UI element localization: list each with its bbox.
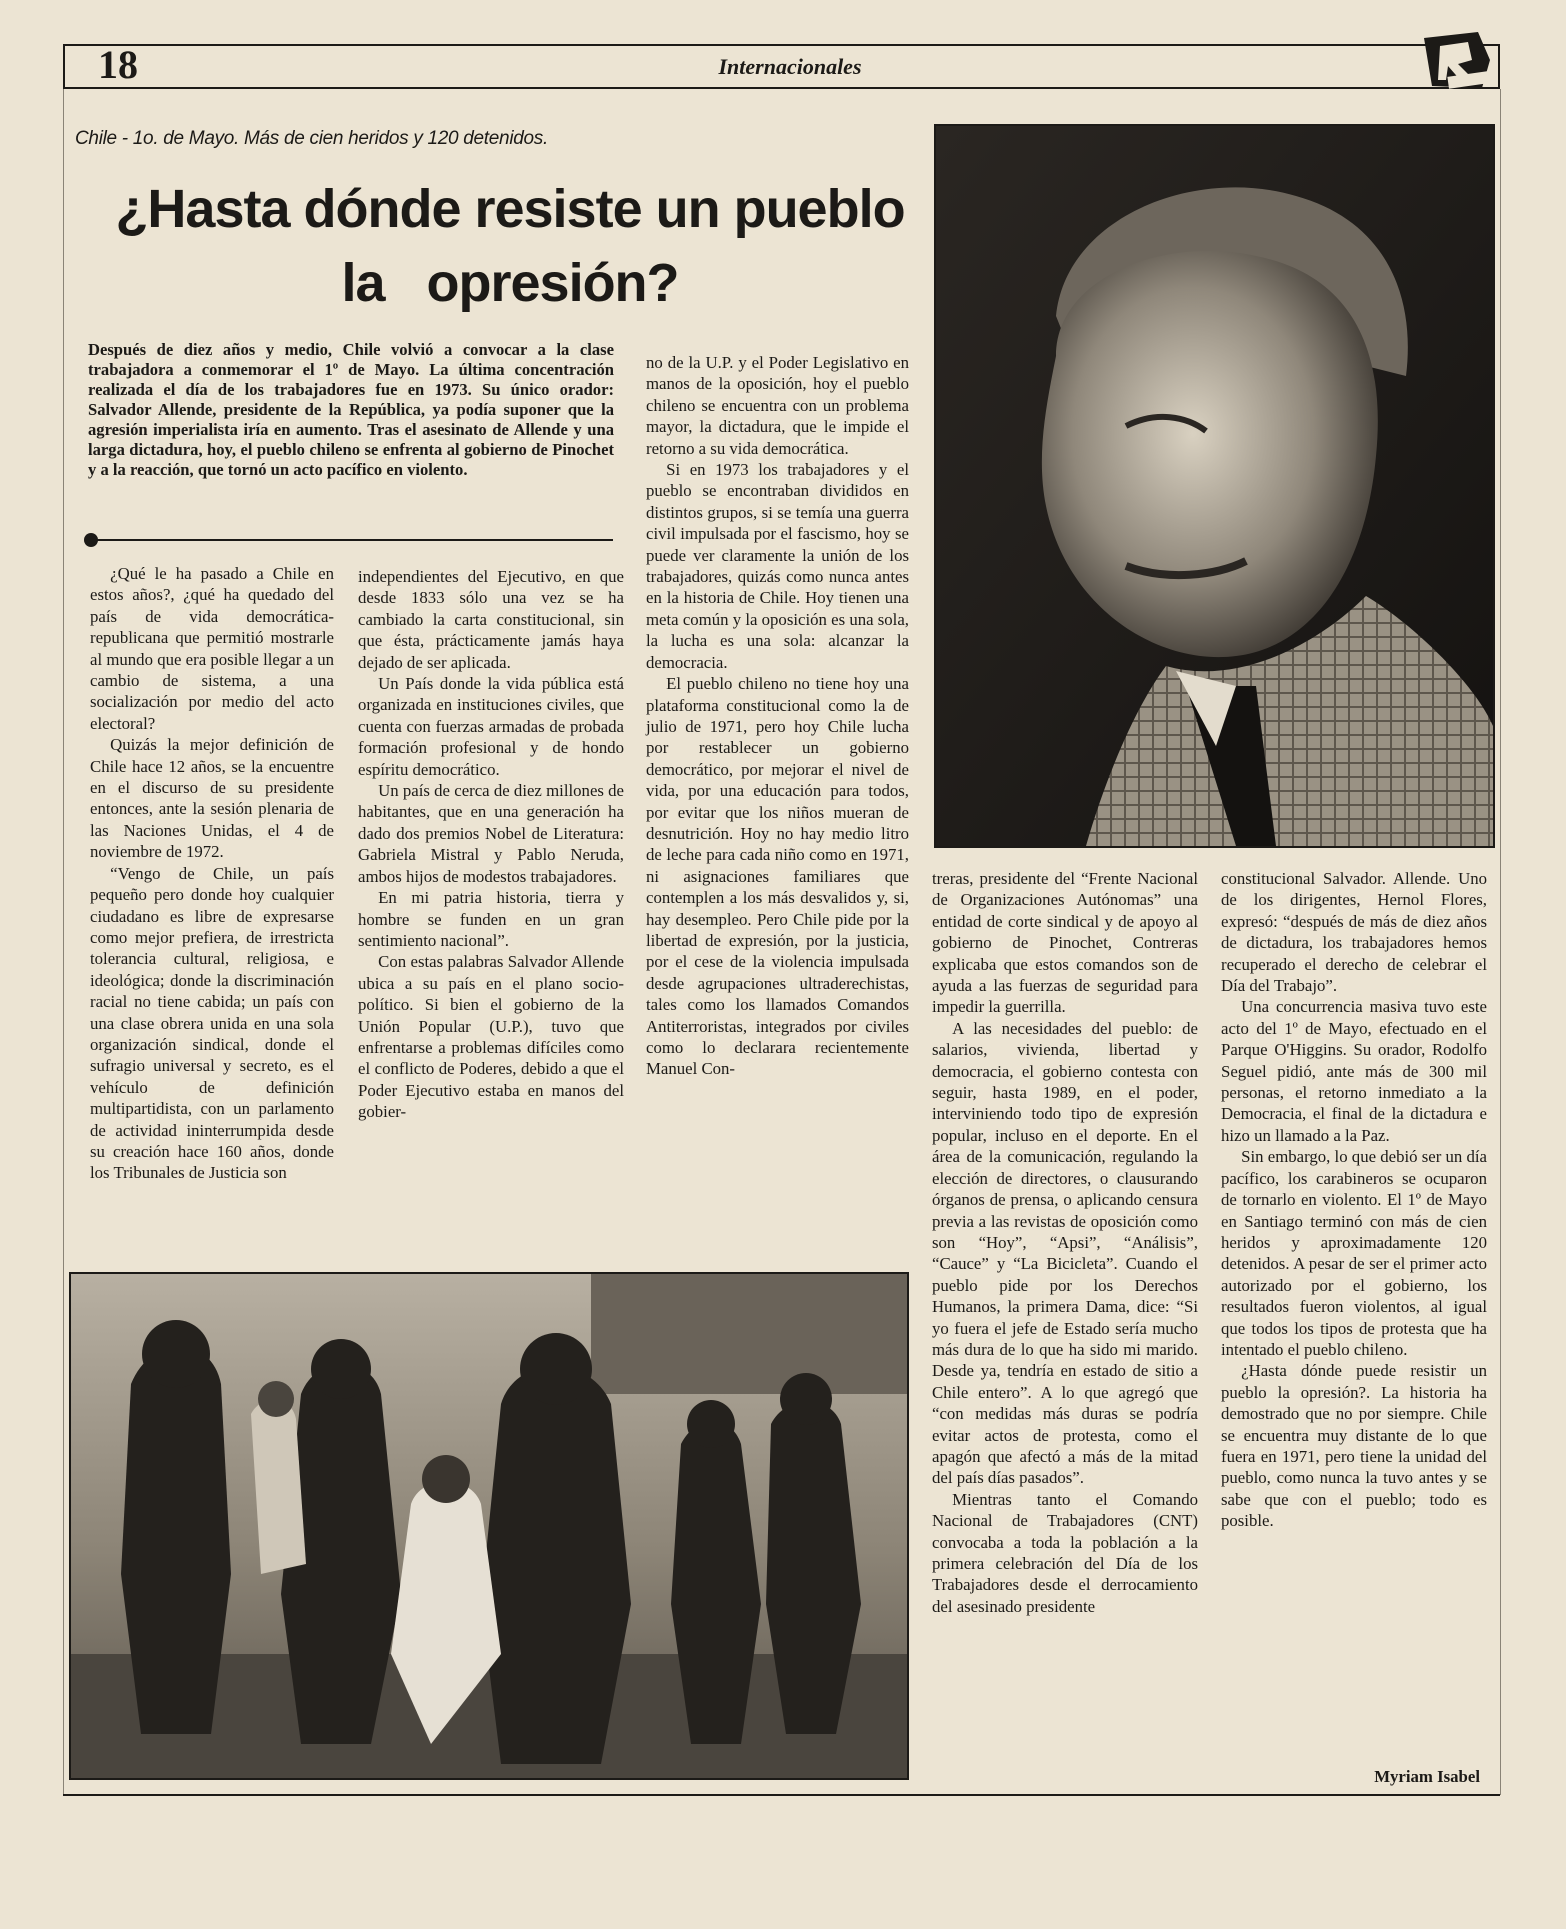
paragraph: “Vengo de Chile, un país pequeño pero donde hoy cualquier ciudadano es libre de expresarse como mejor prefiera, de irrestricta tolerancia cultural, religiosa, e ideológica; donde la discriminación racial no tiene cabida; un país con una clase obrera unida en una sola organización sindical, donde el sufragio universal y secreto, es el vehículo de definición multipartidista, con un parlamento de actividad ininterrumpida desde su creación hace 160 años, donde los Tribunales de Justicia son bbox=[90, 863, 334, 1183]
bottom-rule bbox=[63, 1794, 1500, 1796]
section-title: Internacionales bbox=[718, 54, 862, 79]
paragraph: Si en 1973 los trabajadores y el pueblo se encontraban divididos en distintos grupos, si se temía una guerra civil impulsada por el fascismo, hoy se puede ver claramente la unión de los trabajadores, quizás como nunca antes en la historia de Chile. Hoy tienen una meta común y la oposición es una sola, la lucha es una sola: alcanzar la democracia. bbox=[646, 460, 909, 672]
paragraph: En mi patria historia, tierra y hombre se funden en un gran sentimiento nacional”. bbox=[358, 888, 624, 950]
magazine-logo-icon bbox=[1418, 30, 1496, 92]
paragraph: El pueblo chileno no tiene hoy una plataforma constitucional como la de julio de 1971, pero hoy Chile lucha por restablecer un gobierno democrático, por mejorar el nivel de vida, por una educación para todos, por evitar que los niños mueran de desnutrición. Hoy no hay medio litro de leche para cada niño como en 1971, ni asignaciones familiares que contemplen a los más desvalidos y, si, hay desempleo. Pero Chile pide por la libertad de expresión, por la justicia, por el cese de la violencia impulsada desde agrupaciones ultraderechistas, tales como los llamados Comandos Antiterroristas, integrados por civiles como lo declarara recientemente Manuel Con- bbox=[646, 674, 909, 1079]
portrait-photo bbox=[934, 124, 1495, 848]
paragraph: Una concurrencia masiva tuvo este acto del 1º de Mayo, efectuado en el Parque O'Higgins. Su orador, Rodolfo Seguel pidió, ante más de 300 mil personas, el retorno inmediato a la Democracia, el final de la dictadura e hizo un llamado a la Paz. bbox=[1221, 997, 1487, 1145]
body-column-4 bbox=[932, 868, 1198, 1617]
paragraph: Un País donde la vida pública está organizada en instituciones civiles, que cuenta con fuerzas armadas de probada formación profesional y de hondo espíritu democrático. bbox=[358, 674, 624, 779]
paragraph: Quizás la mejor definición de Chile hace 12 años, se la encuentre en el discurso de su presidente entonces, ante la sesión plenaria de las Naciones Unidas, el 4 de noviembre de 1972. bbox=[90, 735, 334, 862]
article-kicker: Chile - 1o. de Mayo. Más de cien heridos y 120 detenidos. bbox=[75, 128, 548, 149]
lead-rule bbox=[88, 539, 613, 541]
paragraph: ¿Hasta dónde puede resistir un pueblo la opresión?. La historia ha demostrado que no por siempre. Chile se encuentra muy distante de lo que fuera en 1971, pero tiene la unidad del pueblo, como nunca la tuvo antes y se sabe que con el pueblo; todo es posible. bbox=[1221, 1361, 1487, 1531]
paragraph: A las necesidades del pueblo: de salarios, vivienda, libertad y democracia, el gobierno contesta con seguir, hasta 1989, en el poder, interviniendo todo tipo de expresión popular, incluso en el deporte. En el área de la comunicación, regulando la elección de directores, o clausurando órganos de prensa, o aplicando censura previa a las revistas de oposición como son “Hoy”, “Apsi”, “Análisis”, “Cauce” y “La Bicicleta”. Cuando el pueblo pide por los Derechos Humanos, la primera Dama, dice: “Si yo fuera el jefe de Estado sería mucho más dura de lo que ha sido mi marido. Desde ya, tendría en estado de sitio a Chile entero”. A lo que agregó que “con medidas más duras se podría evitar actos de protesta, como el apagón que afectó a más de la mitad del país días pasados”. bbox=[932, 1018, 1198, 1488]
paragraph: Con estas palabras Salvador Allende ubica a su país en el plano socio-político. Si bien el gobierno de la Unión Popular (U.P.), tuvo que enfrentarse a problemas difíciles como el conflicto de Poderes, debido a que el Poder Ejecutivo estaba en manos del gobier- bbox=[358, 952, 624, 1122]
body-column-1 bbox=[90, 563, 334, 1184]
body-column-2 bbox=[358, 566, 624, 1123]
paragraph: no de la U.P. y el Poder Legislativo en manos de la oposición, hoy el pueblo chileno se encuentra con un problema mayor, la dictadura, que le impide el retorno a su vida democrática. bbox=[646, 353, 909, 458]
body-column-3 bbox=[646, 352, 909, 1080]
paragraph: constitucional Salvador. Allende. Uno de los dirigentes, Hernol Flores, expresó: “después de más de diez años de dictadura, los trabajadores hemos recuperado el derecho de celebrar el Día del Trabajo”. bbox=[1221, 869, 1487, 996]
headline-line-1: ¿Hasta dónde resiste un pueblo bbox=[115, 179, 905, 239]
body-column-5 bbox=[1221, 868, 1487, 1532]
article-lead: Después de diez años y medio, Chile volvió a convocar a la clase trabajadora a conmemorar el 1º de Mayo. La última concentración realizada el día de los trabajadores fue en 1973. Su único orador: Salvador Allende, presidente de la República, ya podía suponer que la agresión imperialista iría en aumento. Tras el asesinato de Allende y una larga dictadura, hoy, el pueblo chileno se enfrenta al gobierno de Pinochet y a la reacción, que tornó un acto pacífico en violento. bbox=[88, 340, 614, 479]
left-border-rule bbox=[63, 89, 64, 1795]
protest-photo bbox=[69, 1272, 909, 1780]
page-number: 18 bbox=[98, 42, 138, 87]
paragraph: Un país de cerca de diez millones de habitantes, que en una generación ha dado dos premios Nobel de Literatura: Gabriela Mistral y Pablo Neruda, ambos hijos de modestos trabajadores. bbox=[358, 781, 624, 886]
paragraph: Mientras tanto el Comando Nacional de Trabajadores (CNT) convocaba a toda la población a la primera celebración del Día de los Trabajadores desde el derrocamiento del asesinado presidente bbox=[932, 1489, 1198, 1616]
paragraph: Sin embargo, lo que debió ser un día pacífico, los carabineros se ocuparon de tornarlo en violento. El 1º de Mayo en Santiago terminó con más de cien heridos y aproximadamente 120 detenidos. A pesar de ser el primer acto autorizado por el gobierno, los resultados fueron violentos, al igual que todos los tipos de protesta que ha intentado el pueblo chileno. bbox=[1221, 1147, 1487, 1359]
paragraph: treras, presidente del “Frente Nacional de Organizaciones Autónomas” una entidad de corte sindical y de apoyo al gobierno de Pinochet, Contreras explicaba que estos comandos son de ayuda a las fuerzas de seguridad para impedir la guerrilla. bbox=[932, 869, 1198, 1017]
headline-line-2: la opresión? bbox=[341, 253, 679, 313]
paragraph: ¿Qué le ha pasado a Chile en estos años?, ¿qué ha quedado del país de vida democrática-republicana que permitió mostrarle al mundo que era posible llegar a un cambio de sistema, a una socialización por medio del acto electoral? bbox=[90, 564, 334, 733]
right-border-rule bbox=[1500, 89, 1501, 1795]
article-headline bbox=[80, 172, 940, 320]
author-signature: Myriam Isabel bbox=[1374, 1767, 1480, 1786]
paragraph: independientes del Ejecutivo, en que desde 1833 sólo una vez se ha cambiado la carta constitucional, sin que ésta, prácticamente jamás haya dejado de ser aplicada. bbox=[358, 567, 624, 672]
